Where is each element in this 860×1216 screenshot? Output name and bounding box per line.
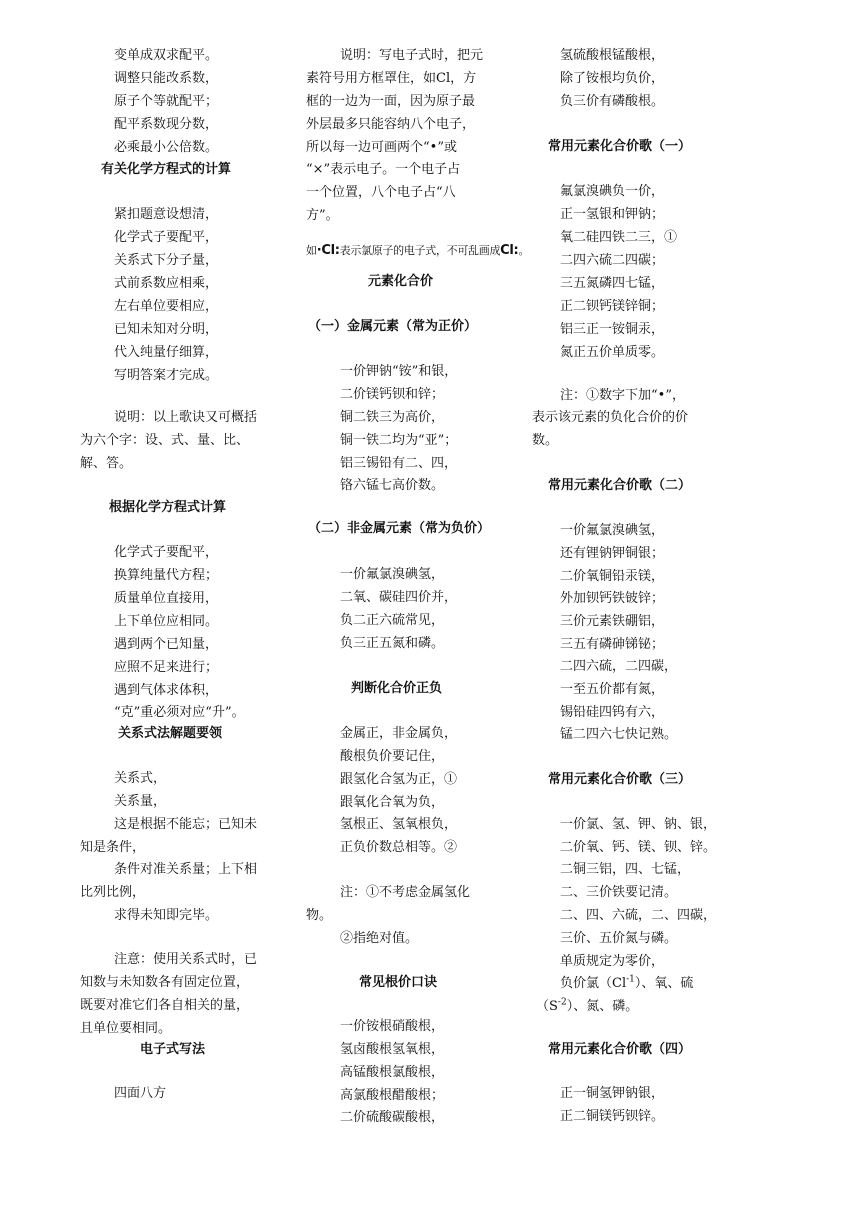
text-line: 二价镁钙钡和锌； [340, 387, 445, 402]
text-line: 且单位要相同。 [80, 1021, 172, 1036]
text-line [560, 974, 693, 994]
text-line: 说明：以上歌诀又可概括 [114, 410, 258, 425]
text-line: 左右单位要相应， [114, 299, 219, 314]
text-line: 一价氟氯溴碘氢， [340, 567, 445, 582]
chlorine-electron-symbol-wrong: Cl: [500, 243, 519, 258]
text-line: 单质规定为零价， [560, 954, 665, 969]
text-line: 二四六硫，二四碳， [560, 659, 678, 674]
text-line: 条件对准关系量；上下相 [114, 862, 258, 877]
text-line: 酸根负价要记住， [340, 749, 445, 764]
text-line: 原子个等就配平； [114, 94, 219, 109]
section-heading: 元素化合价 [368, 274, 434, 289]
text-line: 锡铅硅四钨有六， [560, 705, 665, 720]
text-line: 解、答。 [80, 456, 133, 471]
text-line [536, 997, 638, 1017]
text-line: 正二钡钙镁锌铜； [560, 299, 665, 314]
text-line: 负三正五氮和磷。 [340, 636, 445, 651]
text-line: 配平系数现分数， [114, 117, 219, 132]
section-heading: （一）金属元素（常为正价） [308, 319, 478, 334]
text-line: 负三价有磷酸根。 [560, 94, 665, 109]
text-line: 高锰酸根氯酸根， [340, 1065, 445, 1080]
text-line: 知是条件， [80, 840, 146, 855]
text-line: 正一氢银和钾钠； [560, 207, 665, 222]
text-line: 二价氧、钙、镁、钡、锌。 [560, 840, 717, 855]
text-line: ②指绝对值。 [340, 931, 419, 946]
text-fragment: 负价氯（Cl [560, 976, 627, 991]
text-line: 氢根正、氢氧根负， [340, 817, 458, 832]
text-line: 代入纯量仔细算， [114, 345, 219, 360]
section-heading: （二）非金属元素（常为负价） [308, 521, 491, 536]
text-line: 一价氯、氢、钾、钠、银， [560, 817, 717, 832]
text-fragment: ）、氧、硫 [634, 976, 694, 991]
text-line: 一价氟氯溴碘氢， [560, 523, 665, 538]
text-line: 应照不足来进行； [114, 660, 219, 675]
text-fragment: （S [536, 999, 558, 1014]
text-line: 铝三锡铅有二、四， [340, 456, 458, 471]
text-line: 框的一边为一面，因为原子最 [306, 94, 476, 109]
text-line: 知数与未知数各有固定位置， [80, 975, 250, 990]
text-line: 已知未知对分明， [114, 322, 219, 337]
text-line: 铜一铁二均为“亚”； [340, 433, 458, 448]
text-line: 写明答案才完成。 [114, 368, 219, 383]
figure-text: 。 [518, 244, 530, 257]
text-line: 三五有磷砷锑铋； [560, 637, 665, 652]
text-line: 关系量， [114, 794, 167, 809]
text-line: 一至五价都有氮， [560, 682, 665, 697]
text-line: 数。 [532, 433, 559, 448]
text-line: 氟氯溴碘负一价， [560, 184, 665, 199]
text-line: 一价钾钠“铵”和银， [340, 364, 458, 379]
text-line: 除了铵根均负价， [560, 71, 665, 86]
text-line: 三五氮磷四七锰， [560, 276, 665, 291]
section-heading: 常用元素化合价歌（二） [548, 478, 692, 493]
text-line: 二、三价铁要记清。 [560, 885, 678, 900]
section-heading: 常见根价口诀 [359, 975, 438, 990]
text-line: 金属正，非金属负， [340, 726, 458, 741]
text-line: 正一铜氢钾钠银， [560, 1086, 665, 1101]
section-heading: 常用元素化合价歌（四） [548, 1042, 692, 1057]
text-line: 二、四、六硫，二、四碳， [560, 908, 717, 923]
text-line: 素符号用方框罩住，如Cl，方 [306, 71, 477, 86]
section-heading: 有关化学方程式的计算 [101, 162, 232, 177]
text-line: 换算纯量代方程； [114, 568, 219, 583]
text-line: 化学式子要配平， [114, 545, 219, 560]
text-line: 遇到两个已知量， [114, 637, 219, 652]
text-line: 负二正六硫常见， [340, 613, 445, 628]
text-line: 正二铜镁钙钡锌。 [560, 1109, 665, 1124]
text-line: 正负价数总相等。② [340, 840, 458, 855]
text-line: 外加钡钙铁铍锌； [560, 591, 665, 606]
section-heading: 判断化合价正负 [351, 681, 443, 696]
electron-formula-figure [306, 242, 529, 258]
text-line: 关系式， [114, 771, 167, 786]
text-line: 三价元素铁硼铝， [560, 614, 665, 629]
text-line: 既要对准它们各自相关的量， [80, 998, 250, 1013]
chlorine-electron-symbol: ·Cl: [316, 243, 340, 258]
text-line: “×”表示电子。一个电子占 [306, 162, 461, 177]
text-line: 方”。 [306, 208, 339, 223]
text-line: 物。 [306, 908, 333, 923]
text-line: 氧二硅四铁二三，① [560, 230, 678, 245]
text-line: 关系式下分子量， [114, 253, 219, 268]
text-line: 遇到气体求体积， [114, 683, 219, 698]
text-line: 变单成双求配平。 [114, 48, 219, 63]
figure-text: 如 [306, 244, 317, 257]
section-heading: 常用元素化合价歌（三） [548, 772, 692, 787]
text-line: 化学式子要配平， [114, 230, 219, 245]
text-line: 铝三正一铵铜汞， [560, 322, 665, 337]
text-line: 跟氢化合氢为正，① [340, 772, 458, 787]
text-line: 二四六硫二四碳； [560, 253, 665, 268]
text-line: “克”重必须对应“升”。 [114, 705, 245, 720]
text-line: 必乘最小公倍数。 [114, 140, 219, 155]
text-line: 表示该元素的负化合价的价 [532, 410, 689, 425]
text-line: 式前系数应相乘， [114, 276, 219, 291]
text-line: 二铜三铝，四、七锰， [560, 862, 691, 877]
section-heading: 关系式法解题要领 [118, 726, 223, 741]
text-line: 这是根据不能忘；已知未 [114, 817, 258, 832]
text-line: 一价铵根硝酸根， [340, 1019, 445, 1034]
text-line: 还有锂钠钾铜银； [560, 546, 665, 561]
text-line: 一个位置，八个电子占“八 [306, 185, 456, 200]
text-line: 氮正五价单质零。 [560, 345, 665, 360]
section-heading: 常用元素化合价歌（一） [548, 139, 692, 154]
text-line: 锰二四六七快记熟。 [560, 727, 678, 742]
text-line: 紧扣题意设想清， [114, 207, 219, 222]
text-line: 二价硫酸碳酸根， [340, 1110, 445, 1125]
text-fragment: ）、氮、磷。 [566, 999, 639, 1014]
text-line: 高氯酸根醋酸根； [340, 1088, 445, 1103]
text-line: 跟氧化合氧为负， [340, 795, 445, 810]
text-line: 注：①数字下加“•”， [560, 388, 685, 403]
text-line: 调整只能改系数， [114, 71, 219, 86]
text-line: 说明：写电子式时，把元 [340, 48, 484, 63]
section-heading: 根据化学方程式计算 [109, 500, 227, 515]
text-line: 铜二铁三为高价， [340, 410, 445, 425]
text-line: 质量单位直接用， [114, 591, 219, 606]
text-line: 二氧、碳硅四价并， [340, 590, 458, 605]
text-line: 求得未知即完毕。 [114, 908, 219, 923]
superscript: -1 [626, 974, 635, 985]
section-heading: 电子式写法 [140, 1042, 206, 1057]
figure-text: 表示氯原子的电子式，不可乱画成 [339, 244, 501, 257]
superscript: -2 [557, 997, 567, 1008]
text-line: 铬六锰七高价数。 [340, 478, 445, 493]
text-line: 上下单位应相同。 [114, 614, 219, 629]
text-line: 氢卤酸根氢氧根， [340, 1042, 445, 1057]
text-line: 氢硫酸根锰酸根， [560, 48, 665, 63]
text-line: 所以每一边可画两个“•”或 [306, 140, 457, 155]
text-line: 二价氧铜铅汞镁， [560, 569, 665, 584]
text-line: 三价、五价氮与磷。 [560, 931, 678, 946]
text-line: 外层最多只能容纳八个电子， [306, 117, 476, 132]
text-line: 注意：使用关系式时，已 [114, 952, 258, 967]
text-line: 为六个字：设、式、量、比、 [80, 433, 250, 448]
text-line: 比列比例， [80, 885, 146, 900]
text-line: 注：①不考虑金属氢化 [340, 885, 471, 900]
text-line: 四面八方 [114, 1086, 167, 1101]
